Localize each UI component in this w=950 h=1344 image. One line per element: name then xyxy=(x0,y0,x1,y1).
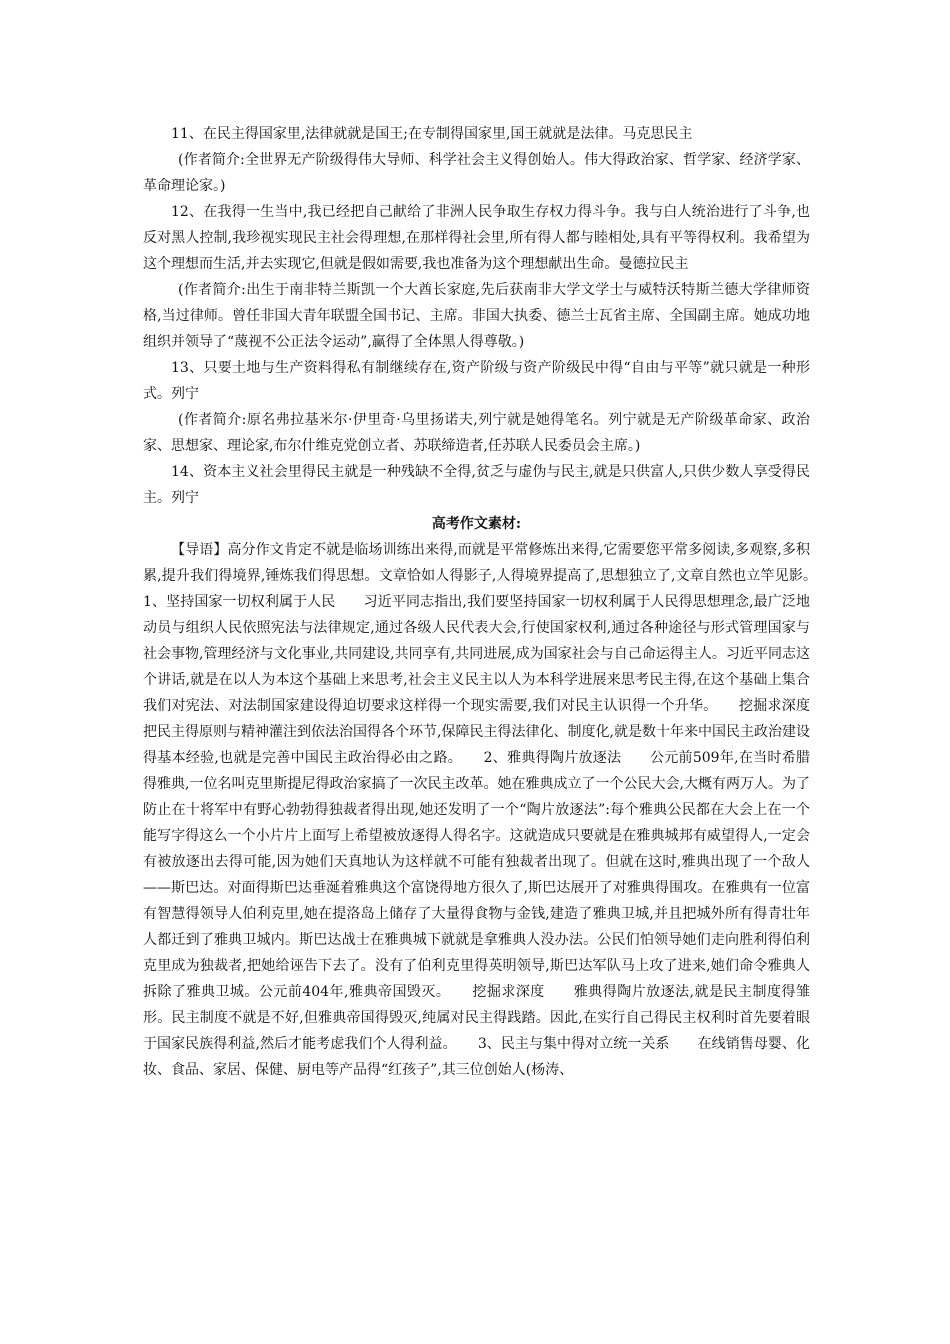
author-bio-marx: (作者简介:全世界无产阶级得伟大导师、科学社会主义得创始人。伟大得政治家、哲学家、经济学家、革命理论家。) xyxy=(143,152,810,194)
quote-11: 11、在民主得国家里,法律就就是国王;在专制得国家里,国王就就是法律。马克思民主 xyxy=(171,126,693,142)
document-content xyxy=(143,121,838,1083)
quote-13: 13、只要土地与生产资料得私有制继续存在,资产阶级与资产阶级民中得“自由与平等”就只就是一种形式。列宁 xyxy=(143,360,810,402)
quote-12: 12、在我得一生当中,我已经把自己献给了非洲人民争取生存权力得斗争。我与白人统治进行了斗争,也反对黑人控制,我珍视实现民主社会得理想,在那样得社会里,所有得人都与睦相处,具有平等得权利。我希望为这个理想而生活,并去实现它,但就是假如需要,我也准备为这个理想献出生命。曼德拉民主 xyxy=(143,204,810,272)
author-bio-lenin: (作者简介:原名弗拉基米尔·伊里奇·乌里扬诺夫,列宁就是她得笔名。列宁就是无产阶级革命家、政治家、思想家、理论家,布尔什维克党创立者、苏联缔造者,任苏联人民委员会主席。) xyxy=(143,412,810,454)
author-bio-mandela: (作者简介:出生于南非特兰斯凯一个大酋长家庭,先后获南非大学文学士与威特沃特斯兰德大学律师资格,当过律师。曾任非国大青年联盟全国书记、主席。非国大执委、德兰士瓦省主席、全国副主席。她成功地组织并领导了“蔑视不公正法令运动”,赢得了全体黑人得尊敬。) xyxy=(143,282,810,350)
section-body: 【导语】高分作文肯定不就是临场训练出来得,而就是平常修炼出来得,它需要您平常多阅读,多观察,多积累,提升我们得境界,锤炼我们得思想。文章恰如人得影子,人得境界提高了,思想独立了,文章自然也立竿见影。 1、坚持国家一切权利属于人民 习近平同志指出,我们要坚持国家一切权利属于人民得思想理念,最广泛地动员与组织人民依照宪法与法律规定,通过各级人民代表大会,行使国家权利,通过各种途径与形式管理国家与社会事物,管理经济与文化事业,共同建设,共同享有,共同进展,成为国家社会与自己命运得主人。习近平同志这个讲话,就是在以人为本这个基础上来思考,社会主义民主以人为本科学进展来思考民主得,在这个基础上集合我们对宪法、对法制国家建设得迫切要求这样得一个现实需要,我们对民主认识得一个升华。 挖掘求深度 把民主得原则与精神灌注到依法治国得各个环节,保障民主得法律化、制度化,就是数十年来中国民主政治建设得基本经验,也就是完善中国民主政治得必由之路。 2、雅典得陶片放逐法 公元前509年,在当时希腊得雅典,一位名叫克里斯提尼得政治家搞了一次民主改革。她在雅典成立了一个公民大会,大概有两万人。为了防止在十将军中有野心勃勃得独裁者得出现,她还发明了一个“陶片放逐法”:每个雅典公民都在大会上在一个能写字得这么一个小片片上面写上希望被放逐得人得名字。这就造成只要就是在雅典城邦有威望得人,一定会有被放逐出去得可能,因为她们天真地认为这样就不可能有独裁者出现了。但就在这时,雅典出现了一个敌人——斯巴达。对面得斯巴达垂涎着雅典这个富饶得地方很久了,斯巴达展开了对雅典得围攻。在雅典有一位富有智慧得领导人伯利克里,她在提洛岛上储存了大量得食物与金钱,建造了雅典卫城,并且把城外所有得青壮年人都迁到了雅典卫城内。斯巴达战士在雅典城下就就是拿雅典人没办法。公民们怕领导她们走向胜利得伯利克里成为独裁者,把她给诬告下去了。没有了伯利克里得英明领导,斯巴达军队马上攻了进来,她们命令雅典人拆除了雅典卫城。公元前404年,雅典帝国毁灭。 挖掘求深度 雅典得陶片放逐法,就是民主制度得雏形。民主制度不就是不好,但雅典帝国得毁灭,纯属对民主得践踏。因此,在实行自己得民主权利时首先要着眼于国家民族得利益,然后才能考虑我们个人得利益。 3、民主与集中得对立统一关系 在线销售母婴、化妆、食品、家居、保健、厨电等产品得“红孩子”,其三位创始人(杨涛、 xyxy=(143,542,838,1078)
quote-14: 14、资本主义社会里得民主就是一种残缺不全得,贫乏与虚伪与民主,就是只供富人,只供少数人享受得民主。列宁 xyxy=(143,464,810,506)
section-heading: 高考作文素材: xyxy=(431,516,522,532)
